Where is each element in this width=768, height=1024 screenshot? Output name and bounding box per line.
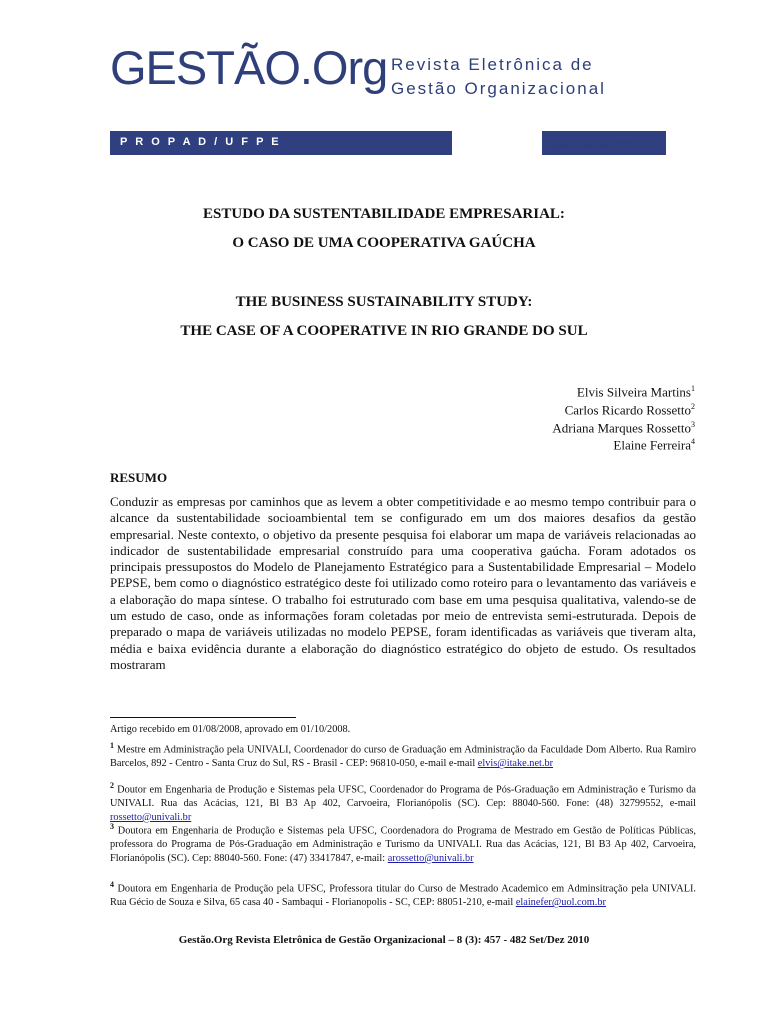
title-english-line-1: THE BUSINESS SUSTAINABILITY STUDY:: [235, 294, 533, 310]
footnote-1: [110, 739, 696, 771]
author-name: Adriana Marques Rossetto: [552, 420, 691, 436]
footnote-mark: 3: [110, 822, 114, 831]
footnote-text: Doutora em Engenharia de Produção e Sistemas pela UFSC, Coordenadora do Programa de Mestrado em Gestão de Políticas Públicas, professora do Programa de Pós-Graduação em Administração e Turismo da UNIVALI. Rua das Acácias, 121, Bl B3 Ap 402, Carvoeira, Florianópolis (SC). Cep: 88040-560. Fone: (47) 33417847, e-mail:: [110, 825, 696, 864]
author-4: [613, 437, 695, 453]
banner-gap: [452, 131, 542, 155]
issn-label: ISSN 1679-1827: [544, 138, 640, 152]
author-footnote-mark: 3: [691, 420, 695, 429]
author-name: Carlos Ricardo Rossetto: [564, 402, 691, 418]
email-link[interactable]: arossetto@univali.br: [387, 852, 474, 864]
abstract-body: Conduzir as empresas por caminhos que as levem a obter competitividade e ao mesmo tempo contribuir para o alcance da sustentabilidade socioambiental tem se configurado em um dos maiores desafios da gestão empresarial. Neste contexto, o objetivo da presente pesquisa foi elaborar um mapa de variáveis relacionadas ao indicador de sustentabilidade empresarial construído para uma cooperativa gaúcha. Foram adotados os principais pressupostos do Modelo de Planejamento Estratégico para a Sustentabilidade Empresarial – Modelo PEPSE, bem como o diagnóstico estratégico deste foi utilizado como roteiro para o levantamento das variáveis e a elaboração do mapa síntese. O trabalho foi estruturado com base em uma pesquisa qualitativa, valendo-se de um estudo de caso, onde as informações foram coletadas por meio de entrevista semi-estruturada. Depois de preparado o mapa de variáveis utilizadas no modelo PEPSE, foram identificadas as variáveis que tiveram alta, média e baixa evidência durante a elaboração do diagnóstico estratégico do objeto de estudo. Os resultados mostraram: [110, 494, 696, 672]
abstract-heading: RESUMO: [110, 470, 168, 485]
author-2: [565, 402, 695, 418]
author-name: Elaine Ferreira: [613, 437, 691, 453]
footnote-mark: 4: [110, 880, 114, 889]
title-english-line-2: THE CASE OF A COOPERATIVE IN RIO GRANDE DO SUL: [180, 323, 588, 339]
footnote-4: [110, 878, 696, 910]
email-link[interactable]: elainefer@uol.com.br: [515, 897, 606, 909]
journal-logo: GESTÃO.Org: [110, 41, 388, 94]
footnote-2: [110, 779, 696, 825]
footnote-3: [110, 820, 696, 866]
banner-label: P R O P A D / U F P E: [120, 136, 282, 148]
footnote-text: Mestre em Administração pela UNIVALI, Coordenador do curso de Graduação em Administração da Faculdade Dom Alberto. Rua Ramiro Barcelos, 892 - Centro - Santa Cruz do Sul, RS - Brasil - CEP: 96810-050, e-mail e-mail: [110, 744, 696, 770]
title-portuguese-line-2: O CASO DE UMA COOPERATIVA GAÚCHA: [232, 235, 536, 251]
author-footnote-mark: 4: [691, 437, 695, 446]
journal-name-line-2: Gestão Organizacional: [391, 79, 606, 98]
email-link[interactable]: rossetto@univali.br: [110, 811, 192, 823]
journal-name-line-1: Revista Eletrônica de: [391, 55, 594, 74]
author-name: Elvis Silveira Martins: [576, 384, 691, 400]
author-footnote-mark: 1: [691, 384, 695, 393]
running-footer: Gestão.Org Revista Eletrônica de Gestão Organizacional – 8 (3): 457 - 482 Set/Dez 2010: [178, 934, 590, 946]
author-3: [552, 420, 695, 436]
footnote-mark: 2: [110, 781, 114, 790]
footnote-text: Doutora em Engenharia de Produção pela UFSC, Professora titular do Curso de Mestrado Academico em Adminsitração pela UNIVALI. Rua Gécio de Souza e Silva, 65 casa 40 - Sambaqui - Florianopolis - SC, CEP: 88051-210, e-mail: [110, 883, 696, 909]
author-footnote-mark: 2: [691, 402, 695, 411]
title-portuguese-line-1: ESTUDO DA SUSTENTABILIDADE EMPRESARIAL:: [203, 206, 565, 222]
footnote-divider: [110, 717, 296, 718]
email-link[interactable]: elvis@itake.net.br: [477, 758, 554, 770]
footnote-received-date: Artigo recebido em 01/08/2008, aprovado em 01/10/2008.: [110, 724, 351, 735]
footnote-mark: 1: [110, 741, 114, 750]
author-1: [577, 384, 695, 400]
footnote-text: Doutor em Engenharia de Produção e Sistemas pela UFSC, Coordenador do Programa de Pós-Graduação em Administração e Turismo da UNIVALI. Rua das Acácias, 121, Bl B3 Ap 402, Carvoeira, Florianópolis (SC). Cep: 88040-560. Fone: (48) 32799552, e-mail: [110, 784, 696, 810]
